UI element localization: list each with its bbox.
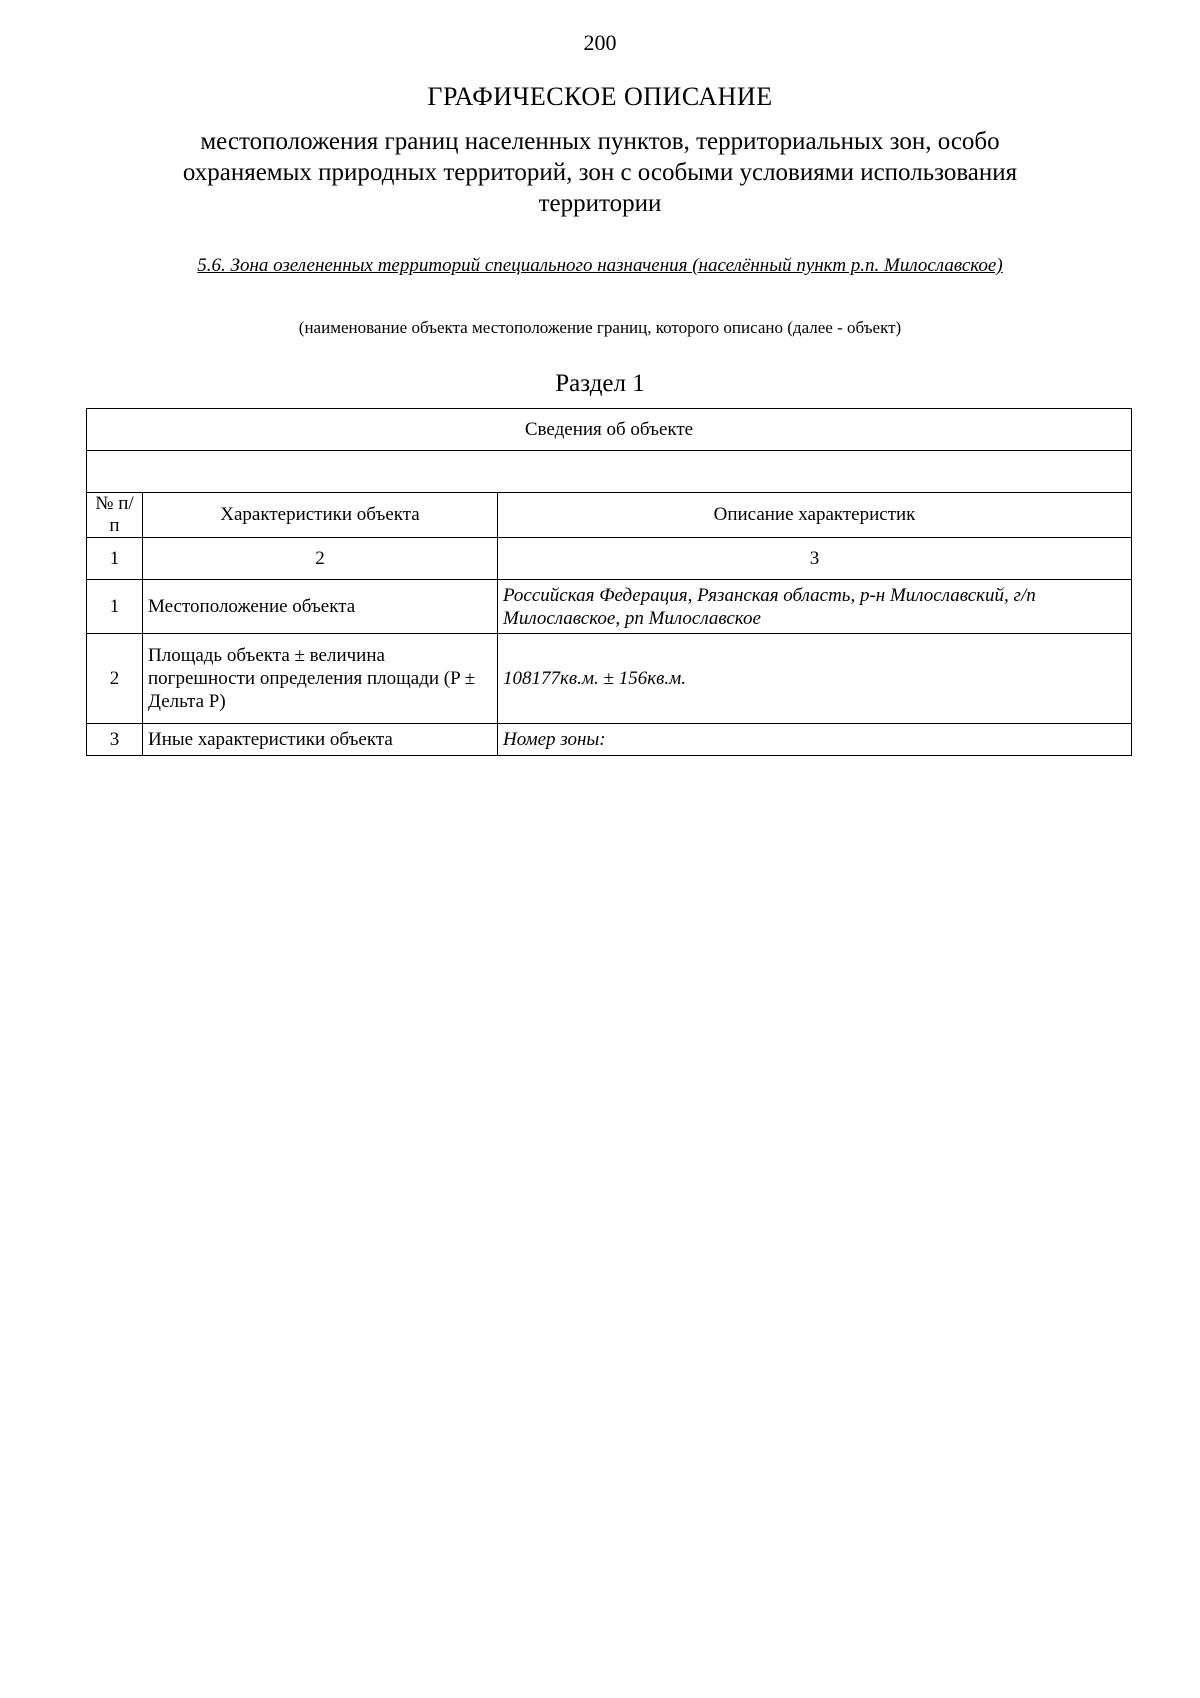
column-index: 2 <box>143 538 498 580</box>
row-number: 3 <box>87 724 143 756</box>
section-title: Раздел 1 <box>555 370 645 397</box>
row-characteristic: Местоположение объекта <box>143 580 498 634</box>
table-header-row <box>87 409 1132 451</box>
table-header: Сведения об объекте <box>87 409 1132 451</box>
table-row <box>87 580 1132 634</box>
row-description: Российская Федерация, Рязанская область, р-н Милославский, г/п Милославское, рп Милославское <box>498 580 1132 634</box>
column-header-number: № п/п <box>87 493 143 538</box>
table-column-header-row <box>87 493 1132 538</box>
object-info-table <box>86 408 1132 756</box>
page-number: 200 <box>583 30 617 55</box>
document-subtitle: местоположения границ населенных пунктов, территориальных зон, особо охраняемых природных территорий, зон с особыми условиями использования территории <box>182 128 1018 217</box>
row-number: 2 <box>87 634 143 724</box>
row-characteristic: Иные характеристики объекта <box>143 724 498 756</box>
column-index: 3 <box>498 538 1132 580</box>
object-name-caption: (наименование объекта местоположение границ, которого описано (далее - объект) <box>298 318 902 337</box>
row-number: 1 <box>87 580 143 634</box>
row-characteristic: Площадь объекта ± величина погрешности определения площади (P ± Дельта P) <box>143 634 498 724</box>
column-header-characteristic: Характеристики объекта <box>143 493 498 538</box>
column-header-description: Описание характеристик <box>498 493 1132 538</box>
table-row <box>87 634 1132 724</box>
object-name: 5.6. Зона озелененных территорий специального назначения (населённый пункт р.п. Милославское) <box>197 255 1003 276</box>
table-row <box>87 724 1132 756</box>
document-title: ГРАФИЧЕСКОЕ ОПИСАНИЕ <box>427 82 773 111</box>
column-index: 1 <box>87 538 143 580</box>
table-column-index-row <box>87 538 1132 580</box>
empty-cell <box>87 451 1132 493</box>
row-description: Номер зоны: <box>498 724 1132 756</box>
row-description: 108177кв.м. ± 156кв.м. <box>498 634 1132 724</box>
table-empty-row <box>87 451 1132 493</box>
